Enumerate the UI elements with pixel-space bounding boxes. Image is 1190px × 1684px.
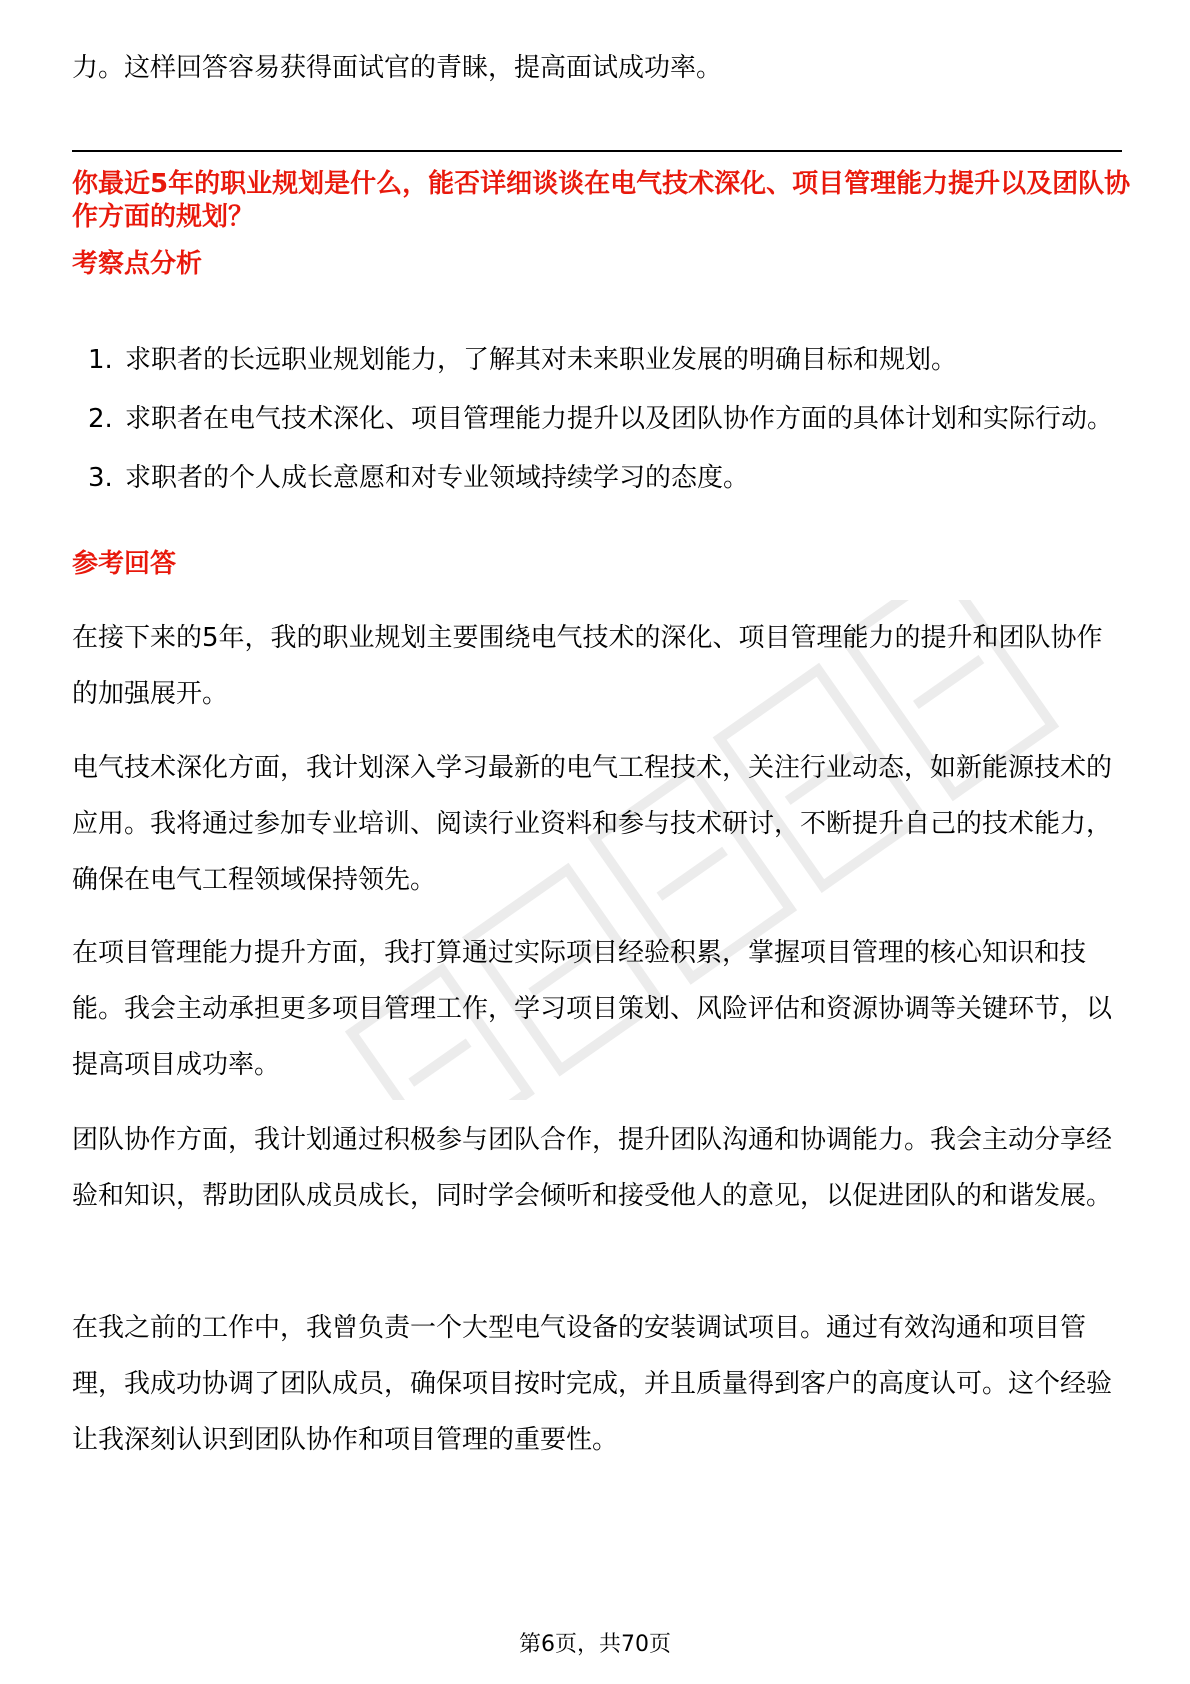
question-heading: 你最近5年的职业规划是什么，能否详细谈谈在电气技术深化、项目管理能力提升以及团队协作方面的规划？ — [72, 169, 1131, 232]
list-item-text: 求职者在电气技术深化、项目管理能力提升以及团队协作方面的具体计划和实际行动。 — [125, 404, 1114, 434]
continuation-text: 力。这样回答容易获得面试官的青睐，提高面试成功率。 — [72, 53, 723, 83]
list-item-number: 3. — [88, 463, 113, 493]
analysis-heading: 考察点分析 — [72, 249, 203, 279]
list-item — [72, 332, 1132, 388]
answer-paragraph: 电气技术深化方面，我计划深入学习最新的电气工程技术，关注行业动态，如新能源技术的应用。我将通过参加专业培训、阅读行业资料和参与技术研讨，不断提升自己的技术能力，确保在电气工程领域保持领先。 — [72, 753, 1113, 895]
section-divider — [72, 150, 1122, 152]
answer-paragraph: 在项目管理能力提升方面，我打算通过实际项目经验积累，掌握项目管理的核心知识和技能。我会主动承担更多项目管理工作，学习项目策划、风险评估和资源协调等关键环节，以提高项目成功率。 — [72, 938, 1113, 1080]
list-item-text: 求职者的个人成长意愿和对专业领域持续学习的态度。 — [125, 463, 750, 493]
answer-paragraph: 在接下来的5年，我的职业规划主要围绕电气技术的深化、项目管理能力的提升和团队协作的加强展开。 — [72, 623, 1103, 709]
analysis-list — [72, 332, 1132, 509]
list-item-number: 1. — [88, 345, 113, 375]
answer-heading: 参考回答 — [72, 549, 177, 579]
list-item — [72, 450, 1132, 506]
list-item — [72, 391, 1132, 447]
list-item-text: 求职者的长远职业规划能力，了解其对未来职业发展的明确目标和规划。 — [125, 345, 958, 375]
page-number-footer: 第6页，共70页 — [519, 1632, 671, 1657]
answer-paragraph: 团队协作方面，我计划通过积极参与团队合作，提升团队沟通和协调能力。我会主动分享经验和知识，帮助团队成员成长，同时学会倾听和接受他人的意见，以促进团队的和谐发展。 — [72, 1125, 1113, 1211]
answer-paragraph: 在我之前的工作中，我曾负责一个大型电气设备的安装调试项目。通过有效沟通和项目管理，我成功协调了团队成员，确保项目按时完成，并且质量得到客户的高度认可。这个经验让我深刻认识到团队协作和项目管理的重要性。 — [72, 1313, 1113, 1455]
list-item-number: 2. — [88, 404, 113, 434]
